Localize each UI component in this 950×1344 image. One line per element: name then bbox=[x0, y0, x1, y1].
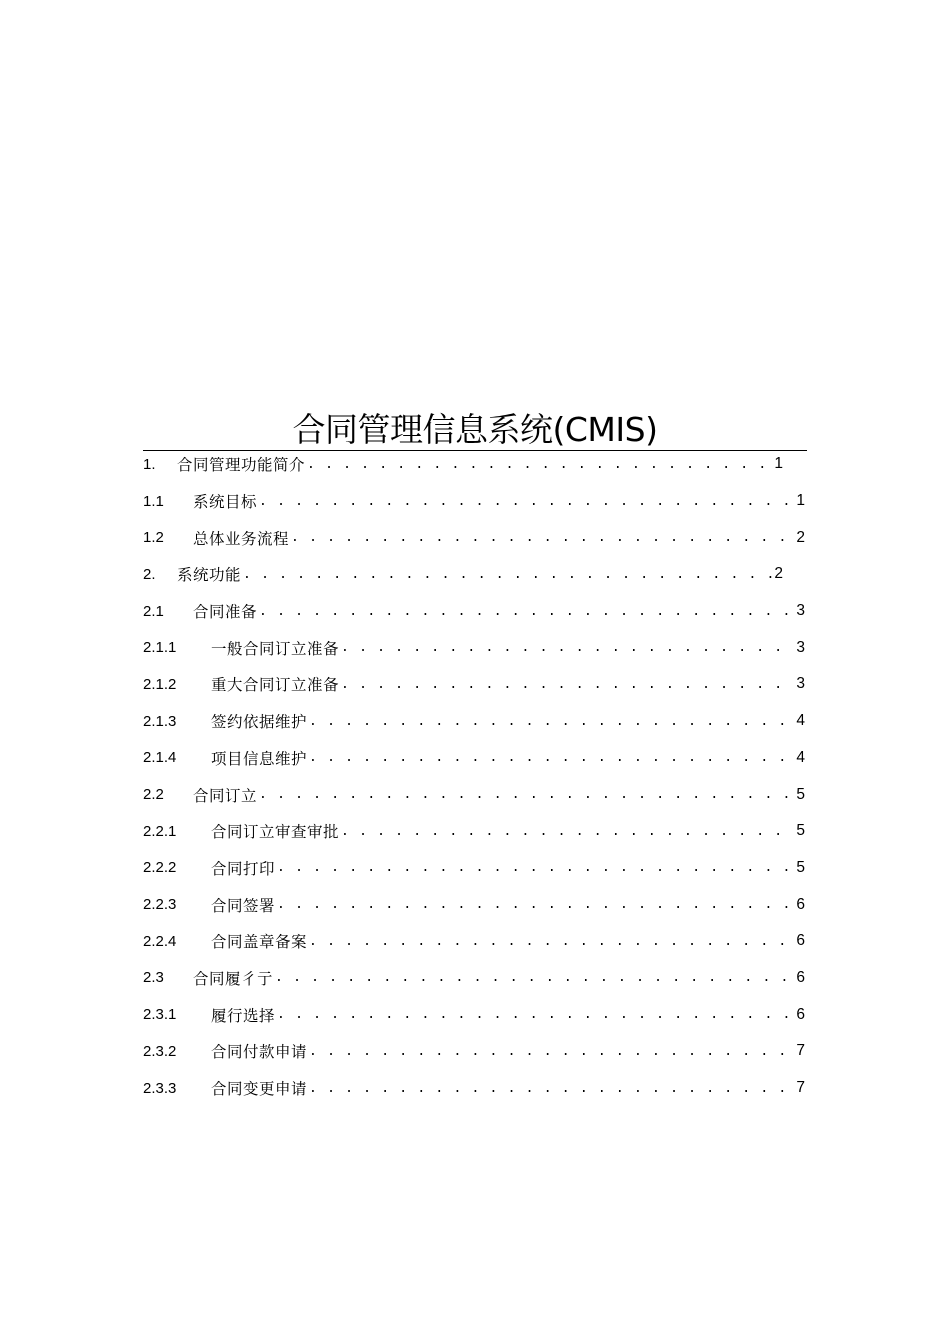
toc-entry-title: 项目信息维护 bbox=[211, 749, 308, 768]
toc-entry-title: 签约依据维护 bbox=[211, 713, 308, 732]
toc-entry-page: 5 bbox=[796, 822, 805, 840]
toc-entry-page: 1 bbox=[774, 455, 783, 473]
toc-entry-page: 5 bbox=[796, 858, 805, 876]
toc-entry-number: 1.2 bbox=[143, 529, 164, 547]
toc-entry-number: 2.1.1 bbox=[143, 639, 177, 657]
toc-entry-page: 7 bbox=[796, 1079, 805, 1097]
toc-entry-number: 2.1.3 bbox=[143, 712, 177, 730]
toc-entry-number: 1. bbox=[143, 455, 156, 473]
toc-entry[interactable] bbox=[143, 776, 805, 813]
toc-entry-title: 合同订立 bbox=[193, 786, 258, 805]
toc-entry-number: 2.3.1 bbox=[143, 1006, 177, 1024]
toc-entry-title: 合同管理功能简介 bbox=[177, 456, 306, 475]
toc-entry[interactable] bbox=[143, 629, 805, 666]
toc-dot-leader bbox=[257, 494, 794, 509]
toc-entry-title: 一般合同订立准备 bbox=[211, 639, 340, 658]
toc-entry[interactable] bbox=[143, 740, 805, 777]
toc-entry-number: 2. bbox=[143, 565, 156, 583]
table-of-contents bbox=[143, 446, 807, 1106]
toc-dot-leader bbox=[339, 677, 794, 692]
toc-entry-page: 6 bbox=[796, 968, 805, 986]
toc-dot-leader bbox=[241, 567, 772, 582]
toc-entry[interactable] bbox=[143, 1033, 805, 1070]
toc-entry[interactable] bbox=[143, 556, 783, 593]
toc-entry-number: 2.2.4 bbox=[143, 932, 177, 950]
toc-entry-title: 合同签署 bbox=[211, 896, 276, 915]
toc-entry-number: 2.1.4 bbox=[143, 749, 177, 767]
toc-entry[interactable] bbox=[143, 960, 805, 997]
toc-entry-page: 7 bbox=[796, 1042, 805, 1060]
toc-entry-number: 2.1.2 bbox=[143, 675, 177, 693]
toc-entry-page: 2 bbox=[774, 565, 783, 583]
toc-entry-page: 6 bbox=[796, 932, 805, 950]
toc-entry-title: 合同订立审查审批 bbox=[211, 823, 340, 842]
toc-entry-number: 2.2.3 bbox=[143, 896, 177, 914]
toc-entry[interactable] bbox=[143, 813, 805, 850]
toc-entry-title: 重大合同订立准备 bbox=[211, 676, 340, 695]
toc-dot-leader bbox=[257, 787, 794, 802]
toc-dot-leader bbox=[305, 457, 772, 472]
toc-entry[interactable] bbox=[143, 850, 805, 887]
toc-entry-title: 履行选择 bbox=[211, 1006, 276, 1025]
toc-entry-page: 2 bbox=[796, 528, 805, 546]
toc-dot-leader bbox=[289, 530, 794, 545]
toc-dot-leader bbox=[307, 1044, 794, 1059]
toc-entry-title: 合同盖章备案 bbox=[211, 933, 308, 952]
toc-entry-number: 1.1 bbox=[143, 492, 164, 510]
toc-entry-page: 4 bbox=[796, 712, 805, 730]
toc-entry-page: 3 bbox=[796, 602, 805, 620]
toc-entry-page: 1 bbox=[796, 492, 805, 510]
toc-entry[interactable] bbox=[143, 483, 805, 520]
toc-entry-title: 合同变更申请 bbox=[211, 1080, 308, 1099]
toc-dot-leader bbox=[307, 1081, 794, 1096]
toc-dot-leader bbox=[339, 640, 794, 655]
toc-entry[interactable] bbox=[143, 593, 805, 630]
toc-entry-number: 2.2.1 bbox=[143, 822, 177, 840]
toc-entry-title: 合同打印 bbox=[211, 859, 276, 878]
toc-entry-title: 合同付款申请 bbox=[211, 1043, 308, 1062]
toc-entry[interactable] bbox=[143, 886, 805, 923]
toc-entry-page: 3 bbox=[796, 675, 805, 693]
toc-entry[interactable] bbox=[143, 996, 805, 1033]
toc-dot-leader bbox=[273, 970, 794, 985]
toc-entry[interactable] bbox=[143, 666, 805, 703]
toc-dot-leader bbox=[307, 714, 794, 729]
toc-entry-title: 系统目标 bbox=[193, 493, 258, 512]
toc-dot-leader bbox=[275, 860, 794, 875]
toc-entry-title: 总体业务流程 bbox=[193, 529, 290, 548]
toc-entry-page: 6 bbox=[796, 895, 805, 913]
toc-entry-title: 合同准备 bbox=[193, 603, 258, 622]
toc-entry-number: 2.3.2 bbox=[143, 1042, 177, 1060]
toc-entry-number: 2.3.3 bbox=[143, 1079, 177, 1097]
toc-entry-number: 2.1 bbox=[143, 602, 164, 620]
toc-entry-title: 合同履彳亍 bbox=[193, 969, 274, 988]
toc-entry-page: 4 bbox=[796, 748, 805, 766]
toc-dot-leader bbox=[275, 1007, 794, 1022]
document-title: 合同管理信息系统(CMIS) bbox=[292, 410, 658, 449]
toc-entry-page: 3 bbox=[796, 638, 805, 656]
toc-entry[interactable] bbox=[143, 923, 805, 960]
toc-entry[interactable] bbox=[143, 703, 805, 740]
toc-entry-page: 6 bbox=[796, 1005, 805, 1023]
toc-entry[interactable] bbox=[143, 1070, 805, 1107]
toc-entry-title: 系统功能 bbox=[177, 566, 242, 585]
toc-entry-number: 2.3 bbox=[143, 969, 164, 987]
toc-entry-number: 2.2 bbox=[143, 786, 164, 804]
toc-dot-leader bbox=[275, 897, 794, 912]
toc-entry[interactable] bbox=[143, 446, 783, 483]
toc-dot-leader bbox=[307, 934, 794, 949]
toc-entry-number: 2.2.2 bbox=[143, 859, 177, 877]
toc-entry[interactable] bbox=[143, 519, 805, 556]
toc-dot-leader bbox=[257, 604, 794, 619]
toc-dot-leader bbox=[339, 824, 794, 839]
toc-entry-page: 5 bbox=[796, 785, 805, 803]
toc-dot-leader bbox=[307, 750, 794, 765]
